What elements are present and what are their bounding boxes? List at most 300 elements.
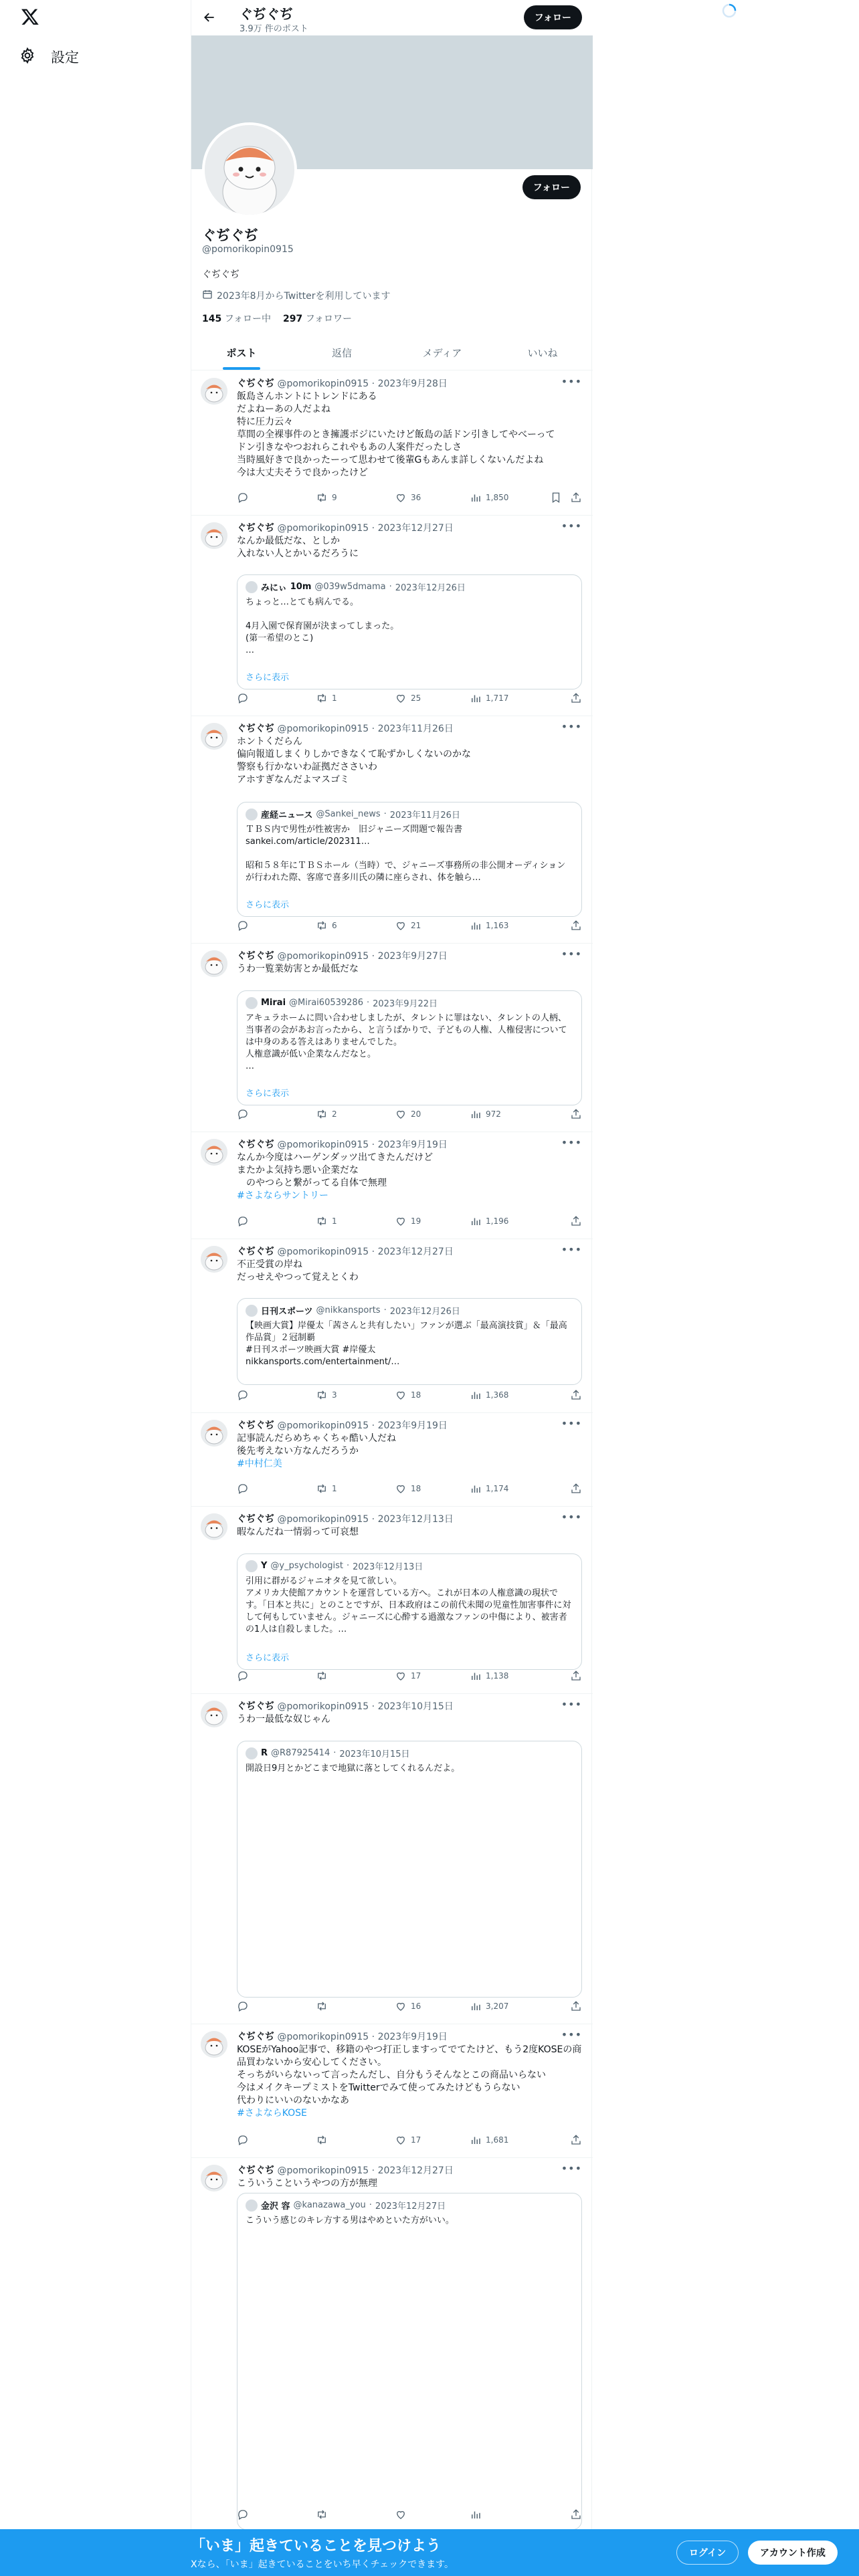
retweet-button[interactable] (316, 2000, 332, 2012)
quoted-tweet[interactable] (237, 1741, 582, 1998)
retweet-button[interactable] (316, 692, 337, 704)
x-logo-icon[interactable] (19, 5, 41, 28)
tweet-author-handle[interactable]: @pomorikopin0915 (277, 2032, 369, 2042)
like-icon (395, 2134, 407, 2146)
tweet-author-name[interactable]: ぐぢぐぢ (237, 2032, 274, 2042)
share-button[interactable] (570, 2134, 582, 2146)
quoted-tweet[interactable] (237, 2193, 582, 2530)
profile-avatar[interactable] (202, 122, 297, 217)
quoted-author-handle: @039w5dmama (314, 582, 386, 592)
quoted-text: 引用に群がるジャニオタを見て欲しい。 アメリカ大使館アカウントを運営している方へ。これが日本の人権意識の現状です。「日本と共に」とのことですが、日本政府はこの前代未聞の児童性加害事件に対して何もしていません。ジャニーズに心酔する過激なファンの中傷により、被害者の1人は自殺しました。… (246, 1576, 571, 1634)
reply-button[interactable] (237, 2134, 253, 2146)
reply-icon (237, 1483, 249, 1495)
tweet-date[interactable]: 2023年10月15日 (377, 1701, 454, 1712)
tweet[interactable] (191, 716, 593, 944)
views-icon (470, 2134, 482, 2146)
more-icon[interactable]: ••• (561, 2162, 582, 2175)
login-banner (0, 2529, 859, 2576)
tweet-avatar[interactable] (201, 2031, 227, 2058)
share-icon (570, 1483, 582, 1495)
tweet-header (237, 1245, 454, 1258)
views-icon (470, 920, 482, 932)
following-label: フォロー中 (224, 314, 271, 324)
share-icon (570, 1215, 582, 1227)
tweet-header (237, 2163, 454, 2177)
tweet-author-handle[interactable]: @pomorikopin0915 (277, 951, 369, 962)
share-button[interactable] (570, 1670, 582, 1682)
tweet-avatar[interactable] (201, 522, 227, 549)
retweet-button[interactable] (316, 1389, 337, 1401)
retweet-button[interactable] (316, 1483, 337, 1495)
like-count: 17 (411, 1671, 421, 1681)
tweet-actions (237, 1670, 582, 1685)
tab-media[interactable]: メディア (422, 346, 462, 359)
tweet-avatar[interactable] (201, 1246, 227, 1273)
reply-button[interactable] (237, 492, 253, 504)
tweet-body: 記事読んだらめちゃくちゃ酷い人だね 後先考えない方なんだろうか (237, 1433, 396, 1457)
profile-name: ぐぢぐぢ (202, 227, 258, 243)
retweet-icon (316, 492, 328, 504)
tweet-author-handle[interactable]: @pomorikopin0915 (277, 1701, 369, 1712)
quoted-date: 2023年9月22日 (373, 999, 438, 1009)
share-icon (570, 2000, 582, 2012)
tweet-actions (237, 2000, 582, 2015)
share-button[interactable] (570, 2508, 582, 2520)
tweet[interactable] (191, 516, 593, 716)
quoted-date: 2023年12月13日 (353, 1562, 423, 1572)
share-button[interactable] (570, 2000, 582, 2012)
tweet-actions (237, 1483, 582, 1497)
like-button[interactable] (395, 2000, 421, 2012)
tweet[interactable] (191, 944, 593, 1132)
tweet[interactable] (191, 1239, 593, 1413)
like-icon (395, 2508, 407, 2520)
tab-replies[interactable]: 返信 (331, 346, 352, 359)
profile-tabs (191, 335, 593, 370)
loading-spinner-icon (721, 3, 737, 19)
like-button[interactable] (395, 492, 421, 504)
tweet-header (237, 377, 448, 390)
tweet-date[interactable]: 2023年12月27日 (377, 523, 454, 534)
quoted-tweet-header (246, 1747, 410, 1759)
retweet-count: 1 (332, 1216, 337, 1226)
quoted-author-handle: @kanazawa_you (293, 2200, 366, 2210)
tweet-header (237, 2030, 448, 2043)
views-icon (470, 1670, 482, 1682)
tweet-author-name[interactable]: ぐぢぐぢ (237, 1247, 274, 1257)
tweet-body: ホントくだらん 偏向報道しまくりしかできなくて恥ずかしくないのかな 警察も行かないわ証拠だささいわ アホすぎなんだよマスゴミ (237, 736, 471, 785)
show-more-link[interactable]: さらに表示 (246, 673, 290, 683)
like-icon (395, 2000, 407, 2012)
views-icon (470, 2000, 482, 2012)
tweet-body: 暇なんだね一情弱って可哀想 (237, 1527, 359, 1537)
quoted-tweet-header (246, 580, 466, 593)
quoted-avatar (246, 1560, 258, 1572)
retweet-icon (316, 2134, 328, 2146)
like-count: 16 (411, 2002, 421, 2011)
retweet-button[interactable] (316, 920, 337, 932)
like-button[interactable] (395, 1670, 421, 1682)
tweet-dot: · (369, 1247, 378, 1257)
tweet-date[interactable]: 2023年11月26日 (377, 724, 454, 734)
reply-icon (237, 2134, 249, 2146)
left-navigation (0, 0, 191, 2576)
profile-joined (202, 289, 390, 302)
like-count: 25 (411, 693, 421, 703)
share-button[interactable] (570, 1108, 582, 1120)
tweet-avatar[interactable] (201, 378, 227, 405)
tweet-author-name[interactable]: ぐぢぐぢ (237, 523, 274, 534)
tweet-author-handle[interactable]: @pomorikopin0915 (277, 724, 369, 734)
quoted-tweet[interactable] (237, 802, 582, 917)
quoted-date: 2023年12月26日 (395, 583, 466, 593)
like-icon (395, 692, 407, 704)
tweet-actions (237, 2508, 582, 2523)
reply-icon (237, 2000, 249, 2012)
tweet[interactable] (191, 1413, 593, 1507)
tweet-dot: · (369, 724, 378, 734)
tweet-dot: · (369, 1420, 378, 1431)
like-icon (395, 1389, 407, 1401)
retweet-count: 3 (332, 1390, 337, 1400)
tweet-author-name[interactable]: ぐぢぐぢ (237, 2165, 274, 2176)
tweet-author-name[interactable]: ぐぢぐぢ (237, 379, 274, 389)
tweet-header (237, 722, 454, 735)
quoted-dot: · (346, 1561, 350, 1571)
quoted-author-handle: @R87925414 (271, 1748, 330, 1758)
like-button[interactable] (395, 1389, 421, 1401)
views-button[interactable] (470, 1670, 508, 1682)
like-count: 18 (411, 1484, 421, 1493)
reply-icon (237, 920, 249, 932)
retweet-icon (316, 2508, 328, 2520)
tweet-author-name[interactable]: ぐぢぐぢ (237, 1140, 274, 1150)
back-arrow-icon[interactable] (201, 9, 218, 26)
header-post-count: 3.9万 件のポスト (240, 24, 308, 34)
retweet-button[interactable] (316, 492, 337, 504)
following-link[interactable] (202, 314, 271, 324)
reply-button[interactable] (237, 1670, 253, 1682)
tweet-author-name[interactable]: ぐぢぐぢ (237, 951, 274, 962)
tweet-author-name[interactable]: ぐぢぐぢ (237, 724, 274, 734)
tweet[interactable] (191, 1132, 593, 1239)
tweet-actions (237, 1215, 582, 1230)
retweet-icon (316, 920, 328, 932)
quoted-tweet-header (246, 2199, 446, 2212)
retweet-icon (316, 1670, 328, 1682)
quoted-author-handle: @nikkansports (316, 1305, 381, 1315)
reply-button[interactable] (237, 2000, 253, 2012)
quoted-avatar (246, 809, 258, 821)
share-button[interactable] (570, 1483, 582, 1495)
reply-icon (237, 492, 249, 504)
quoted-text: 【映画大賞】岸優太「茜さんと共有したい」ファンが選ぶ「最高演技賞」＆「最高作品賞」２冠制覇 #日刊スポーツ映画大賞 #岸優太 nikkansports.com/entertainment/… (246, 1321, 567, 1367)
tweet-header (237, 1418, 448, 1432)
quoted-author-name: 産経ニュース (261, 811, 313, 821)
quoted-author-name: R (261, 1748, 268, 1758)
tweet-body: 不正受賞の岸ね だっせえやつって覚えとくわ (237, 1259, 359, 1283)
tweet-hashtag[interactable]: #さよならKOSE (237, 2108, 307, 2119)
tweet-date[interactable]: 2023年12月27日 (377, 1247, 454, 1257)
share-button[interactable] (570, 1389, 582, 1401)
header-follow-button[interactable]: フォロー (524, 5, 582, 29)
quoted-dot: · (333, 1748, 337, 1758)
tweet-date[interactable]: 2023年9月27日 (377, 951, 448, 962)
views-button[interactable] (470, 2000, 508, 2012)
quoted-tweet[interactable] (237, 990, 582, 1105)
tweet[interactable] (191, 1507, 593, 1694)
tweet-date[interactable]: 2023年9月19日 (377, 1140, 448, 1150)
tweet-author-handle[interactable]: @pomorikopin0915 (277, 523, 369, 534)
quoted-dot: · (383, 809, 387, 819)
share-button[interactable] (570, 692, 582, 704)
more-icon[interactable]: ••• (561, 520, 582, 532)
followers-link[interactable] (283, 314, 352, 324)
tweet-avatar[interactable] (201, 1420, 227, 1446)
quoted-tweet-header (246, 808, 460, 821)
tweet-author-name[interactable]: ぐぢぐぢ (237, 1701, 274, 1712)
views-icon (470, 492, 482, 504)
share-button[interactable] (570, 492, 582, 504)
login-banner-title: 「いま」起きていることを見つけよう (191, 2538, 442, 2555)
tweet[interactable] (191, 371, 593, 516)
tweet-date[interactable]: 2023年9月19日 (377, 1420, 448, 1431)
tweet-header (237, 949, 448, 962)
more-icon[interactable]: ••• (561, 1511, 582, 1523)
more-icon[interactable]: ••• (561, 1136, 582, 1149)
reply-button[interactable] (237, 692, 253, 704)
tweet-dot: · (369, 2032, 378, 2042)
retweet-button[interactable] (316, 1670, 332, 1682)
quoted-date: 2023年10月15日 (339, 1749, 410, 1759)
reply-icon (237, 1670, 249, 1682)
show-more-link[interactable]: さらに表示 (246, 1653, 290, 1663)
tweet-text (237, 1259, 582, 1284)
tweet[interactable] (191, 2158, 593, 2533)
tweet-dot: · (369, 1701, 378, 1712)
like-button[interactable] (395, 1108, 421, 1120)
like-count: 20 (411, 1109, 421, 1119)
tweet-author-handle[interactable]: @pomorikopin0915 (277, 1420, 369, 1431)
like-button[interactable] (395, 692, 421, 704)
tweet-actions (237, 692, 582, 707)
profile-handle: @pomorikopin0915 (202, 244, 294, 255)
like-icon (395, 1108, 407, 1120)
retweet-button[interactable] (316, 2134, 332, 2146)
like-count: 17 (411, 2135, 421, 2145)
retweet-count: 6 (332, 921, 337, 930)
share-icon (570, 492, 582, 504)
tweet-header (237, 1699, 454, 1713)
share-button[interactable] (570, 920, 582, 932)
reply-button[interactable] (237, 1389, 253, 1401)
views-icon (470, 1215, 482, 1227)
like-button[interactable] (395, 1215, 421, 1227)
retweet-icon (316, 1108, 328, 1120)
tweet-actions (237, 492, 582, 506)
show-more-link[interactable]: さらに表示 (246, 900, 290, 910)
reply-icon (237, 1389, 249, 1401)
tweet-hashtag[interactable]: #さよならサントリー (237, 1190, 329, 1201)
share-icon (570, 920, 582, 932)
tweet-author-handle[interactable]: @pomorikopin0915 (277, 379, 369, 389)
retweet-button[interactable] (316, 2508, 332, 2520)
quoted-avatar (246, 1747, 258, 1759)
tweet-avatar[interactable] (201, 1513, 227, 1540)
profile-joined-text: 2023年8月からTwitterを利用しています (217, 291, 391, 302)
tweet-date[interactable]: 2023年12月13日 (377, 1514, 454, 1525)
tweet-avatar[interactable] (201, 1139, 227, 1166)
views-icon (470, 2508, 482, 2520)
quoted-author-name: 金沢 容 (261, 2202, 290, 2212)
quoted-tweet[interactable] (237, 574, 582, 689)
quoted-author-extra: 10m (290, 582, 312, 592)
views-count: 1,163 (486, 921, 509, 930)
reply-button[interactable] (237, 2508, 253, 2520)
bookmark-button[interactable] (550, 492, 562, 504)
retweet-icon (316, 1483, 328, 1495)
reply-button[interactable] (237, 1215, 253, 1227)
more-icon[interactable]: ••• (561, 1243, 582, 1256)
calendar-icon (202, 289, 213, 302)
share-button[interactable] (570, 1215, 582, 1227)
more-icon[interactable]: ••• (561, 2028, 582, 2041)
tweet-actions (237, 920, 582, 934)
show-more-link[interactable]: さらに表示 (246, 1089, 290, 1099)
tweet-text (237, 2177, 582, 2190)
reply-button[interactable] (237, 920, 253, 932)
tweet-author-handle[interactable]: @pomorikopin0915 (277, 1514, 369, 1525)
views-button[interactable] (470, 2134, 508, 2146)
retweet-icon (316, 1215, 328, 1227)
more-icon[interactable]: ••• (561, 1417, 582, 1430)
bookmark-icon (550, 492, 562, 504)
quoted-tweet-header (246, 1560, 423, 1572)
quoted-tweet-header (246, 1304, 460, 1317)
tweet-text (237, 391, 582, 479)
views-button[interactable] (470, 1483, 508, 1495)
like-icon (395, 1483, 407, 1495)
views-button[interactable] (470, 692, 508, 704)
tweet-text (237, 1432, 582, 1471)
quoted-author-name: みにぃ (261, 583, 287, 593)
quoted-text: ちょっと…とても病んでる。 4月入園で保育園が決まってしまった。 (第一希望のとこ) … (246, 597, 399, 655)
views-button[interactable] (470, 920, 508, 932)
reply-icon (237, 692, 249, 704)
share-icon (570, 692, 582, 704)
tweet[interactable] (191, 1694, 593, 2024)
retweet-icon (316, 1389, 328, 1401)
following-count: 145 (202, 314, 222, 324)
tweet-date[interactable]: 2023年9月19日 (377, 2032, 448, 2042)
tweet-body: なんか最低だな、としか 入れない人とかいるだろうに (237, 536, 359, 559)
share-icon (570, 1670, 582, 1682)
share-icon (570, 2134, 582, 2146)
reply-icon (237, 1215, 249, 1227)
like-button[interactable] (395, 920, 421, 932)
retweet-button[interactable] (316, 1215, 337, 1227)
retweet-count: 1 (332, 693, 337, 703)
retweet-button[interactable] (316, 1108, 337, 1120)
tweet-text (237, 1152, 582, 1202)
quoted-author-name: 日刊スポーツ (261, 1307, 313, 1317)
tweet-author-handle[interactable]: @pomorikopin0915 (277, 1140, 369, 1150)
tweet-author-handle[interactable]: @pomorikopin0915 (277, 2165, 369, 2176)
views-count: 1,196 (486, 1216, 509, 1226)
tweet[interactable] (191, 2024, 593, 2158)
tweet-dot: · (369, 379, 378, 389)
views-button[interactable] (470, 492, 508, 504)
like-button[interactable] (395, 1483, 421, 1495)
tweet-text (237, 736, 582, 786)
like-button[interactable] (395, 2508, 411, 2520)
tweet-dot: · (369, 951, 378, 962)
profile-follow-button[interactable]: フォロー (522, 175, 581, 199)
views-button[interactable] (470, 2508, 486, 2520)
reply-icon (237, 1108, 249, 1120)
more-icon[interactable]: ••• (561, 720, 582, 733)
tweet-date[interactable]: 2023年9月28日 (377, 379, 448, 389)
tweet-date[interactable]: 2023年12月27日 (377, 2165, 454, 2176)
more-icon[interactable]: ••• (561, 1698, 582, 1711)
quoted-tweet[interactable] (237, 1553, 582, 1670)
like-icon (395, 492, 407, 504)
more-icon[interactable]: ••• (561, 375, 582, 388)
main-column (191, 0, 592, 2576)
more-icon[interactable]: ••• (561, 948, 582, 960)
share-icon (570, 1389, 582, 1401)
views-icon (470, 1389, 482, 1401)
reply-button[interactable] (237, 1108, 253, 1120)
tweet-avatar[interactable] (201, 2165, 227, 2191)
tweet-hashtag[interactable]: #中村仁美 (237, 1459, 282, 1469)
signup-button[interactable]: アカウント作成 (748, 2541, 838, 2565)
tweet-author-name[interactable]: ぐぢぐぢ (237, 1420, 274, 1431)
like-count: 19 (411, 1216, 421, 1226)
tab-posts[interactable]: ポスト (191, 335, 292, 370)
retweet-count: 1 (332, 1484, 337, 1493)
tweet-avatar[interactable] (201, 723, 227, 750)
reply-button[interactable] (237, 1483, 253, 1495)
tweet-dot: · (369, 1514, 378, 1525)
quoted-tweet[interactable] (237, 1298, 582, 1385)
quoted-text: ＴＢＳ内で男性が性被害か 旧ジャニーズ問題で報告書 sankei.com/article/202311… 昭和５８年にＴＢＳホール（当時）で、ジャニーズ事務所の非公開オーディションが行われた際、客席で喜多川氏の隣に座らされ、体を触ら… (246, 825, 566, 883)
views-button[interactable] (470, 1108, 501, 1120)
views-button[interactable] (470, 1215, 508, 1227)
quoted-author-name: Mirai (261, 998, 286, 1008)
reply-icon (237, 2508, 249, 2520)
nav-settings[interactable] (19, 47, 79, 67)
views-button[interactable] (470, 1389, 508, 1401)
tweet-avatar[interactable] (201, 1701, 227, 1727)
tweet-actions (237, 2134, 582, 2149)
login-banner-subtitle: Xなら、「いま」起きていることをいち早くチェックできます。 (191, 2559, 454, 2570)
quoted-dot: · (369, 2200, 372, 2210)
like-button[interactable] (395, 2134, 421, 2146)
quoted-author-handle: @Mirai60539286 (289, 998, 363, 1008)
tweet-author-name[interactable]: ぐぢぐぢ (237, 1514, 274, 1525)
views-count: 1,174 (486, 1484, 509, 1493)
tweet-author-handle[interactable]: @pomorikopin0915 (277, 1247, 369, 1257)
tweet-text (237, 2044, 582, 2120)
tweet-avatar[interactable] (201, 950, 227, 977)
views-count: 3,207 (486, 2002, 509, 2011)
tweet-text (237, 1526, 582, 1539)
login-button[interactable]: ログイン (676, 2541, 739, 2565)
quoted-avatar (246, 1305, 258, 1317)
views-count: 1,681 (486, 2135, 509, 2145)
tab-likes[interactable]: いいね (527, 346, 558, 359)
